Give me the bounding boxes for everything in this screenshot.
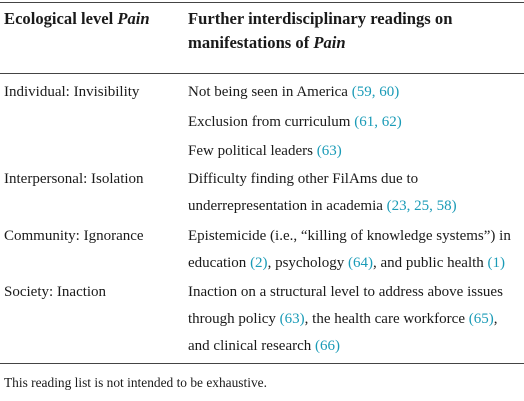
reference-link[interactable]: (1) xyxy=(487,255,506,271)
reading-line: Not being seen in America (59, 60) xyxy=(188,84,400,100)
reading-line: Exclusion from curriculum (61, 62) xyxy=(188,114,402,130)
header-rule xyxy=(0,73,524,74)
reference-link[interactable]: (59, 60) xyxy=(351,84,400,100)
reading-line: through policy (63), the health care workforce (65), xyxy=(188,311,498,327)
table-footnote: This reading list is not intended to be exhaustive. xyxy=(4,375,267,390)
bottom-rule xyxy=(0,363,524,364)
reference-link[interactable]: (66) xyxy=(315,338,341,354)
level-cell: Society: Inaction xyxy=(4,284,107,300)
level-cell: Community: Ignorance xyxy=(4,228,144,244)
reference-link[interactable]: (64) xyxy=(347,255,373,271)
reading-line: Few political leaders (63) xyxy=(188,143,342,159)
reading-line: Difficulty finding other FilAms due to xyxy=(188,171,419,187)
reference-link[interactable]: (2) xyxy=(250,255,268,271)
reference-link[interactable]: (23, 25, 58) xyxy=(386,198,457,214)
reading-line: Inaction on a structural level to address above issues xyxy=(188,284,503,300)
level-cell: Interpersonal: Isolation xyxy=(4,171,144,187)
reference-link[interactable]: (63) xyxy=(316,143,342,159)
reading-line: education (2), psychology (64), and public health (1) xyxy=(188,255,506,271)
reference-link[interactable]: (65) xyxy=(468,311,494,327)
level-cell: Individual: Invisibility xyxy=(4,84,140,100)
reading-line: underrepresentation in academia (23, 25, 58) xyxy=(188,198,457,214)
reading-line: Epistemicide (i.e., “killing of knowledge systems”) in xyxy=(188,228,511,244)
reading-line: and clinical research (66) xyxy=(188,338,341,354)
reference-link[interactable]: (63) xyxy=(279,311,305,327)
reference-link[interactable]: (61, 62) xyxy=(354,114,402,130)
top-rule xyxy=(0,2,524,3)
header-ecological-level: Ecological level Pain xyxy=(4,9,150,28)
header-further-readings: Further interdisciplinary readings on manifestations of Pain xyxy=(188,9,453,52)
